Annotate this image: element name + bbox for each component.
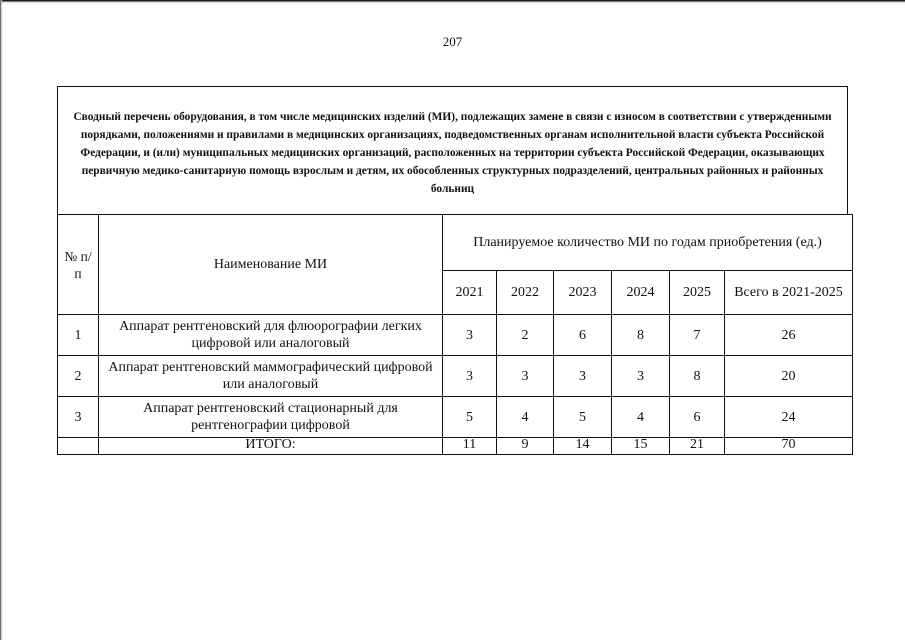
header-name: Наименование МИ <box>99 215 443 315</box>
row-value-2021: 5 <box>443 397 497 438</box>
summary-num-cell <box>58 438 99 455</box>
row-value-2022: 2 <box>497 315 554 356</box>
header-num: № п/п <box>58 215 99 315</box>
row-value-2024: 3 <box>612 356 670 397</box>
row-value-2025: 6 <box>670 397 725 438</box>
scan-edge-left <box>0 0 3 640</box>
row-name: Аппарат рентгеновский маммографический цифровой или аналоговый <box>99 356 443 397</box>
equipment-table <box>57 214 853 455</box>
header-year-2022: 2022 <box>497 271 554 315</box>
header-year-2021: 2021 <box>443 271 497 315</box>
row-value-2022: 3 <box>497 356 554 397</box>
row-value-2023: 6 <box>554 315 612 356</box>
row-value-2024: 4 <box>612 397 670 438</box>
summary-row <box>58 438 853 455</box>
row-total: 20 <box>725 356 853 397</box>
row-name: Аппарат рентгеновский стационарный для рентгенографии цифровой <box>99 397 443 438</box>
summary-value-2022: 9 <box>497 438 554 455</box>
header-year-2024: 2024 <box>612 271 670 315</box>
table-row <box>58 397 853 438</box>
table-row <box>58 356 853 397</box>
page-number: 207 <box>442 34 463 49</box>
summary-total: 70 <box>725 438 853 455</box>
summary-value-2021: 11 <box>443 438 497 455</box>
summary-label: ИТОГО: <box>99 438 443 455</box>
table-caption-box <box>57 86 848 214</box>
summary-value-2025: 21 <box>670 438 725 455</box>
row-value-2021: 3 <box>443 356 497 397</box>
scan-edge-top <box>0 0 905 4</box>
row-value-2023: 5 <box>554 397 612 438</box>
row-value-2021: 3 <box>443 315 497 356</box>
row-value-2025: 7 <box>670 315 725 356</box>
row-value-2023: 3 <box>554 356 612 397</box>
row-value-2022: 4 <box>497 397 554 438</box>
row-total: 24 <box>725 397 853 438</box>
summary-value-2024: 15 <box>612 438 670 455</box>
header-year-2025: 2025 <box>670 271 725 315</box>
row-total: 26 <box>725 315 853 356</box>
row-num: 1 <box>58 315 99 356</box>
row-num: 2 <box>58 356 99 397</box>
row-value-2025: 8 <box>670 356 725 397</box>
table-caption: Сводный перечень оборудования, в том числе медицинских изделий (МИ), подлежащих замене в связи с износом в соответствии с утвержденными порядками, положениями и правилами в медицинских организациях, подведомственных органам исполнительной власти субъекта Российской Федерации, и (или) муниципальных медицинских организаций, расположенных на территории субъекта Российской Федерации, оказывающих первичную медико-санитарную помощь взрослым и детям, их обособленных структурных подразделений, центральных районных и районных больниц <box>73 110 832 195</box>
summary-value-2023: 14 <box>554 438 612 455</box>
row-value-2024: 8 <box>612 315 670 356</box>
header-planned: Планируемое количество МИ по годам приобретения (ед.) <box>443 215 853 271</box>
header-total: Всего в 2021-2025 <box>725 271 853 315</box>
header-year-2023: 2023 <box>554 271 612 315</box>
row-num: 3 <box>58 397 99 438</box>
table-row <box>58 315 853 356</box>
row-name: Аппарат рентгеновский для флюорографии легких цифровой или аналоговый <box>99 315 443 356</box>
